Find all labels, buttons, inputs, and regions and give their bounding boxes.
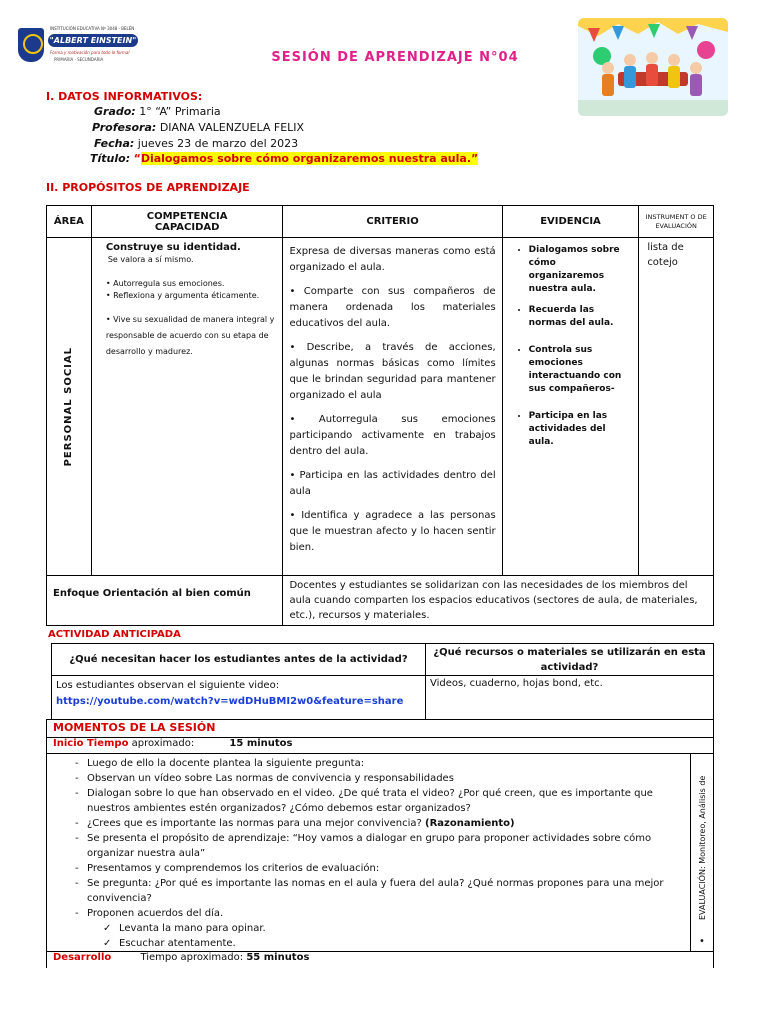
inicio-item: - Se pregunta: ¿Por qué es importante las nomas en el aula y fuera del aula? ¿Qué normas propones para una mejor convivencia?	[47, 876, 690, 906]
evaluacion-bullet: •	[699, 936, 705, 947]
momentos-heading: MOMENTOS DE LA SESIÓN	[47, 720, 714, 738]
criterio-item: • Participa en las actividades dentro del aula	[289, 470, 496, 497]
page-title: SESIÓN DE APRENDIZAJE N°04	[271, 50, 519, 65]
logo-top-text: INSTITUCIÓN EDUCATIVA Nº 3048 - BELÉN	[50, 26, 135, 31]
evidencia-list	[507, 244, 633, 449]
enfoque-label: Enfoque Orientación al bien común	[47, 576, 283, 626]
evaluacion-cell	[691, 754, 714, 952]
inicio-time: 15 minutos	[229, 738, 293, 749]
school-logo	[18, 24, 148, 70]
header-criterio: CRITERIO	[283, 206, 502, 238]
capacidad-1: Se valora a sí mismo.	[107, 255, 194, 264]
inicio-item: - Luego de ello la docente plantea la siguiente pregunta:	[47, 756, 690, 771]
evaluacion-label: EVALUACIÓN: Monitoreo, Análisis de	[697, 775, 707, 921]
inicio-item: - Presentamos y comprendemos los criterios de evaluación:	[47, 861, 690, 876]
fecha-value: jueves 23 de marzo del 2023	[137, 137, 299, 150]
inicio-item: - Se presenta el propósito de aprendizaje: “Hoy vamos a dialogar en grupo para proponer actividades sobre cómo organizar nuestra aula”	[47, 831, 690, 861]
criterio-item: • Autorregula sus emociones participando activamente en trabajos dentro del aula.	[289, 414, 496, 457]
actividad-answer-2: Videos, cuaderno, hojas bond, etc.	[426, 676, 714, 720]
capacidad-cell	[91, 238, 283, 576]
inicio-row	[47, 738, 714, 754]
acuerdo-item: ✓ Levanta la mano para opinar.	[47, 921, 690, 936]
grado-label: Grado:	[94, 105, 136, 118]
profesora-row	[92, 121, 304, 134]
titulo-row	[90, 152, 478, 165]
inicio-label: Inicio Tiempo	[53, 738, 129, 749]
logo-motto: Forma y motivación para todo lo formal	[50, 50, 130, 55]
logo-school-name: "ALBERT EINSTEIN"	[49, 36, 137, 45]
classroom-children-image	[578, 18, 728, 116]
titulo-quote: “	[133, 152, 141, 165]
acuerdos-list	[47, 921, 690, 951]
header-area: ÁREA	[47, 206, 92, 238]
inicio-item: - Observan un vídeo sobre Las normas de convivencia y responsabilidades	[47, 771, 690, 786]
area-label: PERSONAL SOCIAL	[63, 346, 75, 467]
acuerdo-item: ✓ Escuchar atentamente.	[47, 936, 690, 951]
desarrollo-text: Tiempo aproximado:	[140, 952, 244, 963]
criterio-item: • Identifica y agradece a las personas que le muestran afecto y lo hacen sentir bien.	[289, 510, 496, 553]
area-cell	[47, 238, 92, 576]
shield-icon	[18, 28, 44, 62]
actividad-question-2: ¿Qué recursos o materiales se utilizarán en esta actividad?	[426, 644, 714, 676]
logo-levels: PRIMARIA · SECUNDARIA	[54, 57, 104, 62]
inicio-content	[47, 754, 691, 952]
competencia-text: Construye su identidad.	[105, 242, 241, 253]
header-competencia-capacidad	[91, 206, 283, 238]
criterio-item: • Comparte con sus compañeros de manera ordenada los materiales educativos del aula.	[289, 286, 496, 329]
evidencia-item: • Recuerda las normas del aula.	[529, 304, 633, 330]
evidencia-item: • Participa en las actividades del aula.	[529, 410, 633, 449]
evidencia-item: • Dialogamos sobre cómo organizaremos nuestra aula.	[529, 244, 633, 296]
actividad-answer-1	[52, 676, 426, 720]
actividad-answer-text: Los estudiantes observan el siguiente video:	[56, 680, 280, 691]
propositos-heading: II. PROPÓSITOS DE APRENDIZAJE	[46, 181, 250, 194]
profesora-label: Profesora:	[92, 121, 157, 134]
inicio-aprox: aproximado:	[131, 738, 195, 749]
actividad-question-1: ¿Qué necesitan hacer los estudiantes antes de la actividad?	[52, 644, 426, 676]
fecha-row	[94, 137, 298, 150]
grado-row	[94, 105, 221, 118]
enfoque-text: Docentes y estudiantes se solidarizan con las necesidades de los miembros del aula cuando comparten los espacios educativos (sectores de aula, de materiales, etc.), recursos y materiales.	[283, 576, 714, 626]
inicio-item-text: ¿Crees que es importante las normas para una mejor convivencia?	[87, 818, 422, 829]
desarrollo-label: Desarrollo	[53, 952, 112, 963]
criterio-item: Expresa de diversas maneras como está organizado el aula.	[289, 246, 496, 273]
capacidad-4: • Vive su sexualidad de manera integral y responsable de acuerdo con su etapa de desarrollo y madurez.	[105, 315, 275, 356]
datos-heading: I. DATOS INFORMATIVOS:	[46, 90, 203, 103]
desarrollo-row	[47, 952, 714, 968]
header-capacidad: CAPACIDAD	[154, 221, 220, 233]
capacidad-3: • Reflexiona y argumenta éticamente.	[105, 291, 260, 300]
criterio-item: • Describe, a través de acciones, algunas normas básicas como límites que le brindan seguridad para mantener organizado el aula	[289, 342, 496, 401]
actividad-heading: ACTIVIDAD ANTICIPADA	[48, 629, 181, 640]
momentos-table	[46, 719, 714, 968]
header-competencia: COMPETENCIA	[146, 210, 228, 222]
header-instrumento: INSTRUMENT O DE EVALUACIÓN	[639, 206, 714, 238]
titulo-value: Dialogamos sobre cómo organizaremos nuestra aula.”	[140, 152, 479, 165]
actividad-table	[51, 643, 714, 720]
propositos-table	[46, 205, 714, 626]
capacidad-2: • Autorregula sus emociones.	[105, 279, 225, 288]
criterio-cell	[283, 238, 502, 576]
inicio-item: - Proponen acuerdos del día.	[47, 906, 690, 921]
grado-value: 1° “A” Primaria	[139, 105, 221, 118]
inicio-item: - Dialogan sobre lo que han observado en el video. ¿De qué trata el video? ¿Por qué creen, que es importante que nuestros ambientes estén organizados? ¿Cómo debemos estar organizados?	[47, 786, 690, 816]
razonamiento-tag: (Razonamiento)	[425, 818, 515, 829]
evidencia-cell	[502, 238, 639, 576]
profesora-value: DIANA VALENZUELA FELIX	[159, 121, 305, 134]
youtube-link[interactable]: https://youtube.com/watch?v=wdDHuBMI2w0&feature=share	[56, 696, 404, 707]
titulo-label: Título:	[90, 152, 131, 165]
inicio-list	[47, 756, 690, 921]
header-evidencia: EVIDENCIA	[502, 206, 639, 238]
evidencia-item: • Controla sus emociones interactuando con sus compañeros-	[529, 344, 633, 396]
fecha-label: Fecha:	[94, 137, 135, 150]
instrumento-cell: lista de cotejo	[639, 238, 714, 576]
inicio-item	[47, 816, 690, 831]
desarrollo-time: 55 minutos	[246, 952, 310, 963]
